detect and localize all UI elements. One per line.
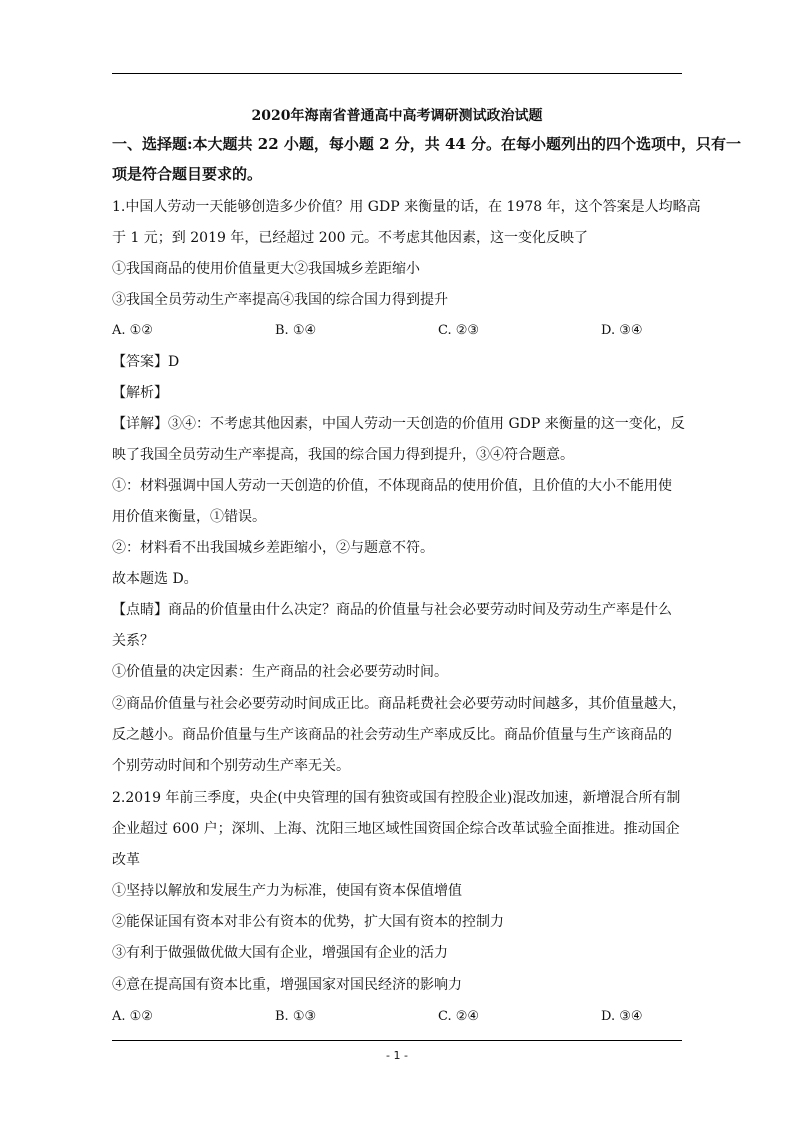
q2-options — [112, 1007, 682, 1027]
q2-stem-continued: 企业超过 600 户；深圳、上海、沈阳三地区域性国资国企综合改革试验全面推进。推动国企 — [112, 821, 680, 837]
q1-items-line: ③我国全员劳动生产率提高④我国的综合国力得到提升 — [112, 292, 448, 308]
q1-tip: 关系？ — [112, 633, 154, 649]
q1-stem-continued: 于 1 元；到 2019 年，已经超过 200 元。不考虑其他因素，这一变化反映了 — [112, 230, 588, 246]
page-number: - 1 - — [386, 1049, 408, 1062]
section-header-continued: 项是符合题目要求的。 — [112, 165, 263, 183]
q1-analysis-label: 【解析】 — [112, 385, 168, 401]
q1-detail: ①：材料强调中国人劳动一天创造的价值，不体现商品的使用价值，且价值的大小不能用使 — [112, 478, 672, 494]
section-header: 一、选择题:本大题共 22 小题，每小题 2 分，共 44 分。在每小题列出的四个选项中，只有一 — [112, 135, 742, 153]
header-rule — [112, 73, 682, 74]
q2-item: ④意在提高国有资本比重，增强国家对国民经济的影响力 — [112, 977, 462, 993]
q1-answer: 【答案】D — [112, 354, 180, 370]
q1-tip: ①价值量的决定因素：生产商品的社会必要劳动时间。 — [112, 664, 448, 680]
q1-tip: 【点睛】商品的价值量由什么决定？商品的价值量与社会必要劳动时间及劳动生产率是什么 — [112, 602, 672, 618]
q1-option-a: A. ①② — [112, 323, 153, 338]
q1-option-b: B. ①④ — [275, 323, 317, 338]
q1-detail: 映了我国全员劳动生产率提高，我国的综合国力得到提升，③④符合题意。 — [112, 447, 574, 463]
q2-stem: 2.2019 年前三季度，央企(中央管理的国有独资或国有控股企业)混改加速，新增混合所有制 — [112, 790, 681, 806]
q1-detail: 用价值来衡量，①错误。 — [112, 509, 266, 525]
q1-tip: 个别劳动时间和个别劳动生产率无关。 — [112, 758, 350, 774]
q2-stem-continued: 改革 — [112, 852, 140, 868]
q1-option-c: C. ②③ — [438, 323, 480, 338]
q1-detail: ②：材料看不出我国城乡差距缩小，②与题意不符。 — [112, 540, 434, 556]
page-title: 2020年海南省普通高中高考调研测试政治试题 — [251, 108, 543, 124]
q1-items-line: ①我国商品的使用价值量更大②我国城乡差距缩小 — [112, 261, 420, 277]
footer-rule — [112, 1040, 682, 1041]
q1-conclusion: 故本题选 D。 — [112, 571, 198, 587]
q1-option-d: D. ③④ — [601, 323, 643, 338]
q1-stem: 1.中国人劳动一天能够创造多少价值？用 GDP 来衡量的话，在 1978 年，这个答案是人均略高 — [112, 199, 701, 215]
q1-tip: ②商品价值量与社会必要劳动时间成正比。商品耗费社会必要劳动时间越多，其价值量越大， — [112, 696, 686, 712]
q2-item: ②能保证国有资本对非公有资本的优势，扩大国有资本的控制力 — [112, 914, 504, 930]
q2-option-a: A. ①② — [112, 1009, 153, 1024]
q2-item: ①坚持以解放和发展生产力为标准，使国有资本保值增值 — [112, 883, 462, 899]
q2-option-b: B. ①③ — [275, 1009, 317, 1024]
q2-option-d: D. ③④ — [601, 1009, 643, 1024]
q2-option-c: C. ②④ — [438, 1009, 480, 1024]
q2-item: ③有利于做强做优做大国有企业，增强国有企业的活力 — [112, 945, 448, 961]
q1-options — [112, 321, 682, 341]
q1-detail: 【详解】③④：不考虑其他因素，中国人劳动一天创造的价值用 GDP 来衡量的这一变化，反 — [112, 416, 685, 432]
q1-tip: 反之越小。商品价值量与生产该商品的社会劳动生产率成反比。商品价值量与生产该商品的 — [112, 727, 672, 743]
